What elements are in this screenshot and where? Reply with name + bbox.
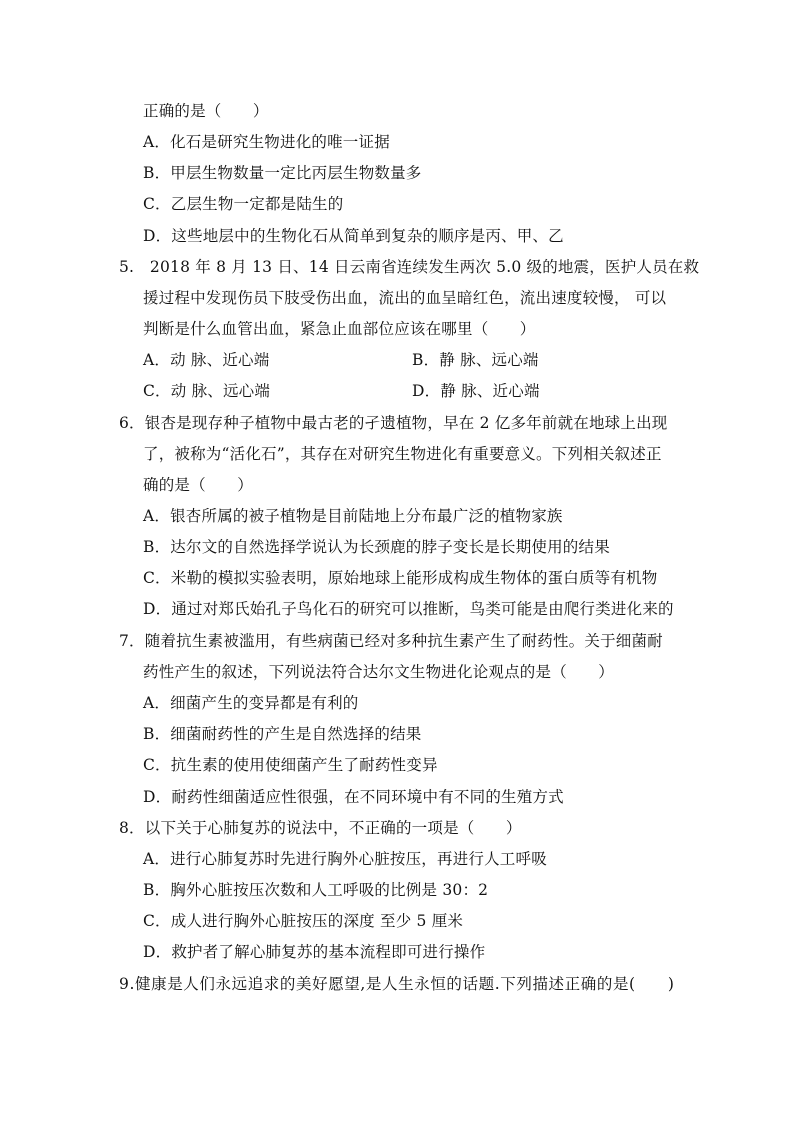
q5-stem-line1: 5. 2018 年 8 月 13 日、14 日云南省连续发生两次 5.0 级的地震，医护人员在救 (119, 258, 700, 276)
q8-option-d: D．救护者了解心肺复苏的基本流程即可进行操作 (143, 943, 486, 961)
q7-option-d: D．耐药性细菌适应性很强，在不同环境中有不同的生殖方式 (143, 788, 564, 806)
q5-option-c: C．动 脉、远心端 (143, 382, 271, 400)
q9-stem-line1: 9.健康是人们永远追求的美好愿望,是人生永恒的话题.下列描述正确的是( ) (119, 975, 675, 993)
q6-option-b: B．达尔文的自然选择学说认为长颈鹿的脖子变长是长期使用的结果 (143, 538, 610, 556)
q5-option-a: A．动 脉、近心端 (143, 351, 270, 369)
q4-option-a: A．化石是研究生物进化的唯一证据 (143, 133, 390, 151)
q7-option-b: B．细菌耐药性的产生是自然选择的结果 (143, 725, 422, 743)
q6-option-a: A．银杏所属的被子植物是目前陆地上分布最广泛的植物家族 (143, 507, 563, 525)
q6-option-c: C．米勒的模拟实验表明，原始地球上能形成构成生物体的蛋白质等有机物 (143, 569, 658, 587)
q7-option-c: C．抗生素的使用使细菌产生了耐药性变异 (143, 756, 438, 774)
q8-option-a: A．进行心肺复苏时先进行胸外心脏按压，再进行人工呼吸 (143, 850, 547, 868)
q8-stem-line1: 8．以下关于心肺复苏的说法中，不正确的一项是（ ） (119, 819, 522, 837)
q5-option-d: D．静 脉、近心端 (412, 382, 540, 400)
q8-option-c: C．成人进行胸外心脏按压的深度 至少 5 厘米 (143, 912, 464, 930)
q4-option-d: D．这些地层中的生物化石从简单到复杂的顺序是丙、甲、乙 (143, 227, 564, 245)
q5-option-b: B．静 脉、远心端 (412, 351, 539, 369)
q7-stem-line1: 7．随着抗生素被滥用，有些病菌已经对多种抗生素产生了耐药性。关于细菌耐 (119, 632, 663, 650)
q4-option-c: C．乙层生物一定都是陆生的 (143, 195, 344, 213)
q6-stem-line1: 6．银杏是现存种子植物中最古老的孑遗植物，早在 2 亿多年前就在地球上出现 (119, 414, 668, 432)
q6-option-d: D．通过对郑氏始孔子鸟化石的研究可以推断，鸟类可能是由爬行类进化来的 (143, 600, 674, 618)
q8-option-b: B．胸外心脏按压次数和人工呼吸的比例是 30：2 (143, 881, 489, 899)
q7-option-a: A．细菌产生的变异都是有利的 (143, 694, 359, 712)
q5-stem-line2: 援过程中发现伤员下肢受伤出血，流出的血呈暗红色，流出速度较慢， 可以 (143, 289, 667, 307)
q4-option-b: B．甲层生物数量一定比丙层生物数量多 (143, 164, 422, 182)
q5-stem-line3: 判断是什么血管出血，紧急止血部位应该在哪里（ ） (143, 320, 536, 338)
q7-stem-line2: 药性产生的叙述，下列说法符合达尔文生物进化论观点的是（ ） (143, 663, 615, 681)
q4-stem-tail: 正确的是（ ） (143, 102, 269, 120)
q6-stem-line3: 确的是（ ） (143, 476, 253, 494)
q6-stem-line2: 了，被称为“活化石”，其存在对研究生物进化有重要意义。下列相关叙述正 (143, 445, 662, 463)
